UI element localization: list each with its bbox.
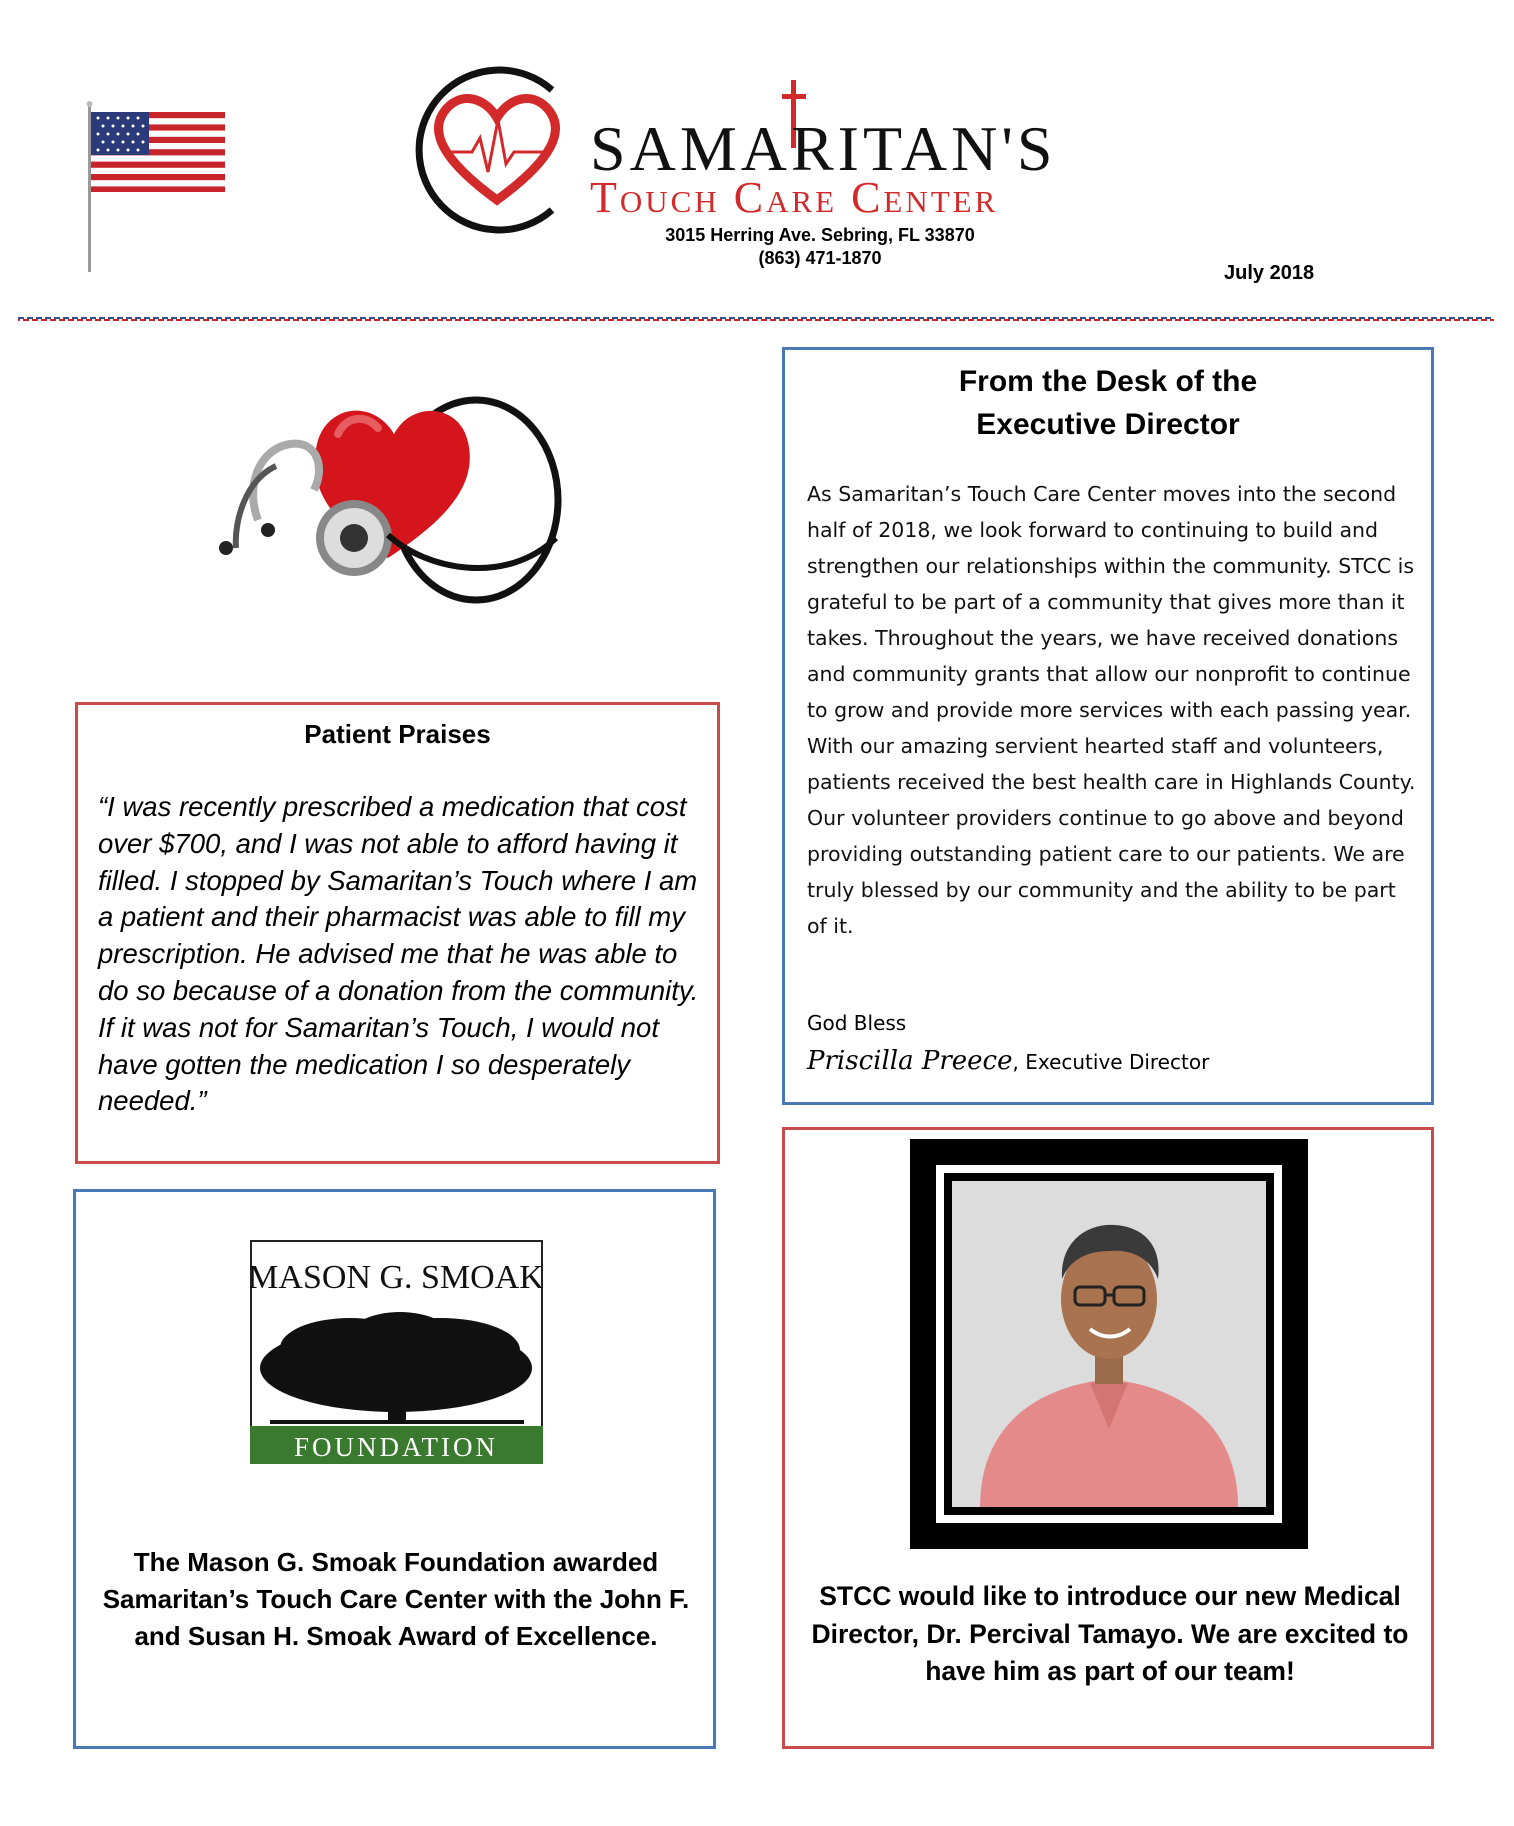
executive-director-box bbox=[782, 347, 1434, 1105]
street-address: 3015 Herring Ave. Sebring, FL 33870 bbox=[665, 225, 975, 245]
smoak-logo-top-text: MASON G. SMOAK bbox=[250, 1259, 543, 1296]
smoak-foundation-box bbox=[73, 1189, 716, 1749]
header-divider bbox=[18, 316, 1494, 322]
american-flag-image bbox=[80, 100, 240, 280]
director-title-line2: Executive Director bbox=[976, 408, 1240, 441]
signer-title: , Executive Director bbox=[1012, 1050, 1210, 1074]
smoak-award-caption: The Mason G. Smoak Foundation awarded Samaritan’s Touch Care Center with the John F. and Susan H. Smoak Award of Excellence. bbox=[102, 1547, 690, 1651]
smoak-logo-bottom-text: FOUNDATION bbox=[294, 1432, 498, 1462]
director-signature-line bbox=[807, 1042, 1209, 1081]
doctor-photo bbox=[910, 1139, 1308, 1549]
new-medical-director-box bbox=[782, 1127, 1434, 1749]
stethoscope-heart-image bbox=[206, 370, 566, 610]
samaritans-logo bbox=[402, 60, 1082, 240]
phone-number: (863) 471-1870 bbox=[758, 248, 882, 268]
closing-greeting: God Bless bbox=[807, 1011, 907, 1035]
logo-name: SAMARITAN'S bbox=[590, 113, 1057, 184]
smoak-foundation-logo bbox=[250, 1240, 543, 1464]
address-block bbox=[600, 224, 1040, 270]
signature: Priscilla Preece bbox=[807, 1046, 1013, 1076]
executive-director-letter: As Samaritan’s Touch Care Center moves into the second half of 2018, we look forward to continuing to build and strengthen our relationships within the community. STCC is grateful to be part of a community that gives more than it takes. Throughout the years, we have received donations and community grants that allow our nonprofit to continue to grow and provide more services with each passing year. With our amazing servient hearted staff and volunteers, patients received the best health care in Highlands County. Our volunteer providers continue to go above and beyond providing outstanding patient care to our patients. We are truly blessed by our community and the ability to be part of it. bbox=[807, 482, 1416, 938]
logo-tagline: Touch Care Center bbox=[590, 173, 999, 222]
issue-date: July 2018 bbox=[1224, 262, 1315, 284]
executive-director-title bbox=[785, 360, 1431, 446]
new-director-caption: STCC would like to introduce our new Medical Director, Dr. Percival Tamayo. We are excited to have him as part of our team! bbox=[811, 1581, 1409, 1686]
patient-praises-quote: “I was recently prescribed a medication that cost over $700, and I was not able to afford having it filled. I stopped by Samaritan’s Touch where I am a patient and their pharmacist was able to fill my prescription. He advised me that he was able to do so because of a donation from the community. If it was not for Samaritan’s Touch, I would not have gotten the medication I so desperately needed.” bbox=[98, 791, 699, 1117]
patient-praises-title: Patient Praises bbox=[304, 719, 491, 749]
director-title-line1: From the Desk of the bbox=[958, 365, 1258, 398]
patient-praises-box bbox=[75, 702, 720, 1164]
heart-circle-icon bbox=[402, 60, 592, 240]
director-closing bbox=[807, 1004, 1209, 1081]
